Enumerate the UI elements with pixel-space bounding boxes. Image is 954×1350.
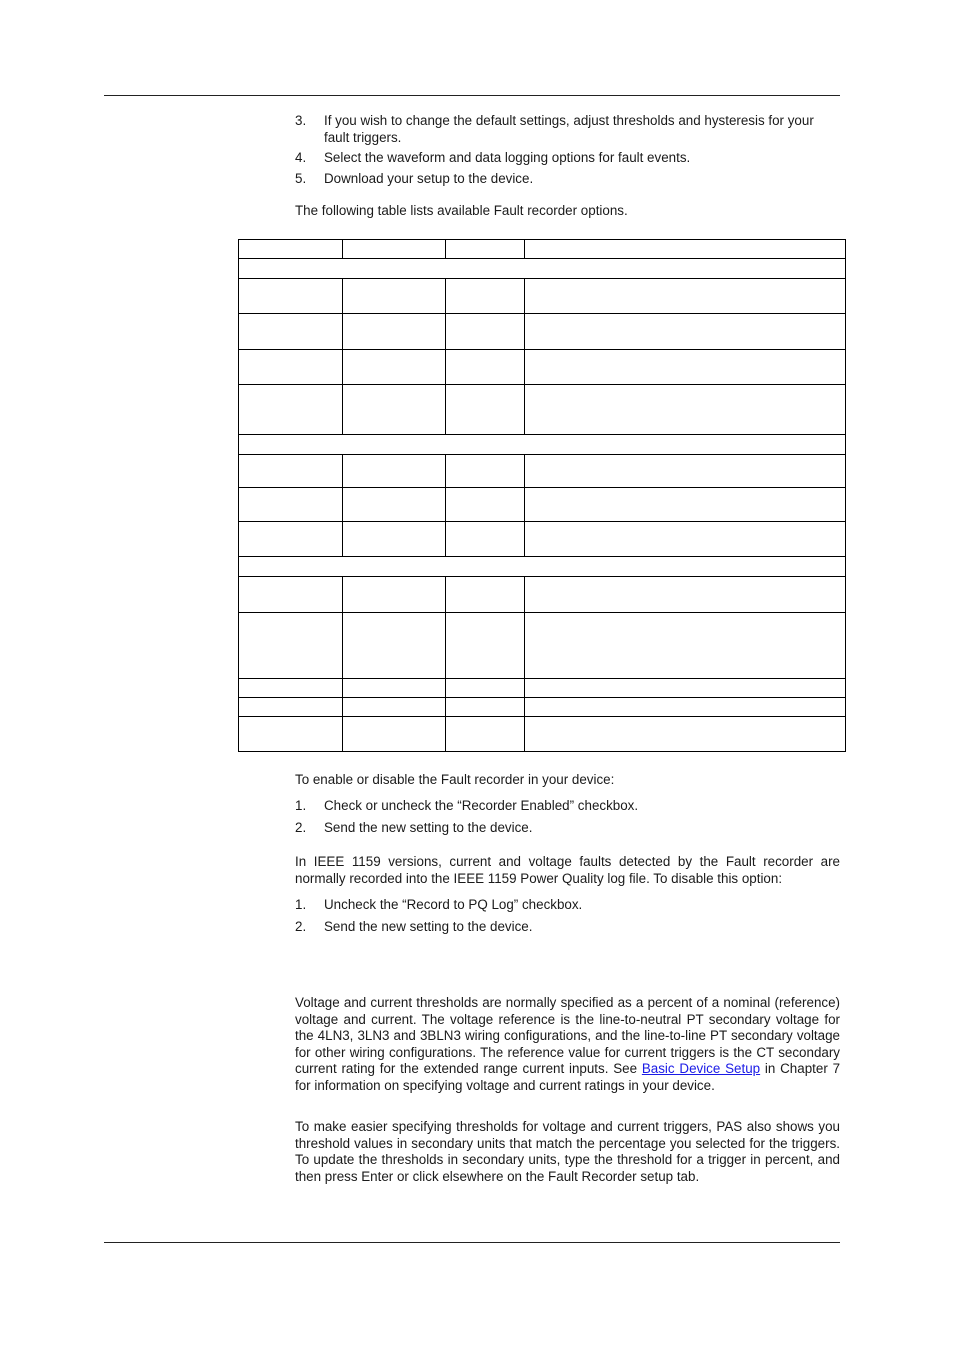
list-item: 2. Send the new setting to the device. xyxy=(295,918,533,934)
footer-rule xyxy=(104,1242,840,1243)
table-row xyxy=(239,679,846,698)
table-row xyxy=(239,350,846,385)
table-row xyxy=(239,488,846,522)
basic-device-setup-link[interactable]: Basic Device Setup xyxy=(641,1061,761,1076)
pq-log-steps-list xyxy=(295,897,840,935)
list-item: 1. Uncheck the “Record to PQ Log” checkbox. xyxy=(295,897,583,912)
table-intro: The following table lists available Fault recorder options. xyxy=(295,203,628,218)
table-row xyxy=(239,717,846,752)
enable-steps-list xyxy=(295,798,840,836)
list-item: 2. Send the new setting to the device. xyxy=(295,819,533,835)
table-row xyxy=(239,577,846,613)
setup-steps-list xyxy=(295,113,840,187)
table-row xyxy=(239,698,846,717)
table-row xyxy=(239,385,846,435)
list-item: 4. Select the waveform and data logging options for fault events. xyxy=(295,150,691,165)
table-row xyxy=(239,522,846,557)
list-item: 3. If you wish to change the default settings, adjust thresholds and hysteresis for your fault triggers. xyxy=(295,113,814,145)
table-section-row xyxy=(239,557,846,577)
table-row xyxy=(239,314,846,350)
fault-recorder-options-table xyxy=(238,239,846,752)
table-section-row xyxy=(239,435,846,455)
table-row xyxy=(239,613,846,679)
enable-intro: To enable or disable the Fault recorder in your device: xyxy=(295,772,615,787)
table-row xyxy=(239,279,846,314)
list-item: 5. Download your setup to the device. xyxy=(295,170,534,186)
header-rule xyxy=(104,95,840,96)
secondary-units-paragraph: To make easier specifying thresholds for voltage and current triggers, PAS also shows you threshold values in secondary units that match the percentage you selected for the triggers. To update the thresholds in secondary units, type the threshold for a trigger in percent, and then press Enter or click elsewhere on the Fault Recorder setup tab. xyxy=(295,1119,840,1184)
table-header-row xyxy=(239,240,846,259)
thresholds-paragraph: Voltage and current thresholds are normally specified as a percent of a nominal (reference) voltage and current. The voltage reference is the line-to-neutral PT secondary voltage for the 4LN3, 3LN3 and 3BLN3 wiring configurations, and the line-to-line PT secondary voltage for other wiring configurations. The reference value for current triggers is the CT secondary current rating for the extended range current inputs. See Basic Device Setup in Chapter 7 for information on specifying voltage and current ratings in your device. xyxy=(295,995,841,1093)
ieee-paragraph: In IEEE 1159 versions, current and voltage faults detected by the Fault recorder are normally recorded into the IEEE 1159 Power Quality log file. To disable this option: xyxy=(295,854,840,886)
table-row xyxy=(239,455,846,488)
list-item: 1. Check or uncheck the “Recorder Enabled” checkbox. xyxy=(295,798,639,813)
table-section-row xyxy=(239,259,846,279)
